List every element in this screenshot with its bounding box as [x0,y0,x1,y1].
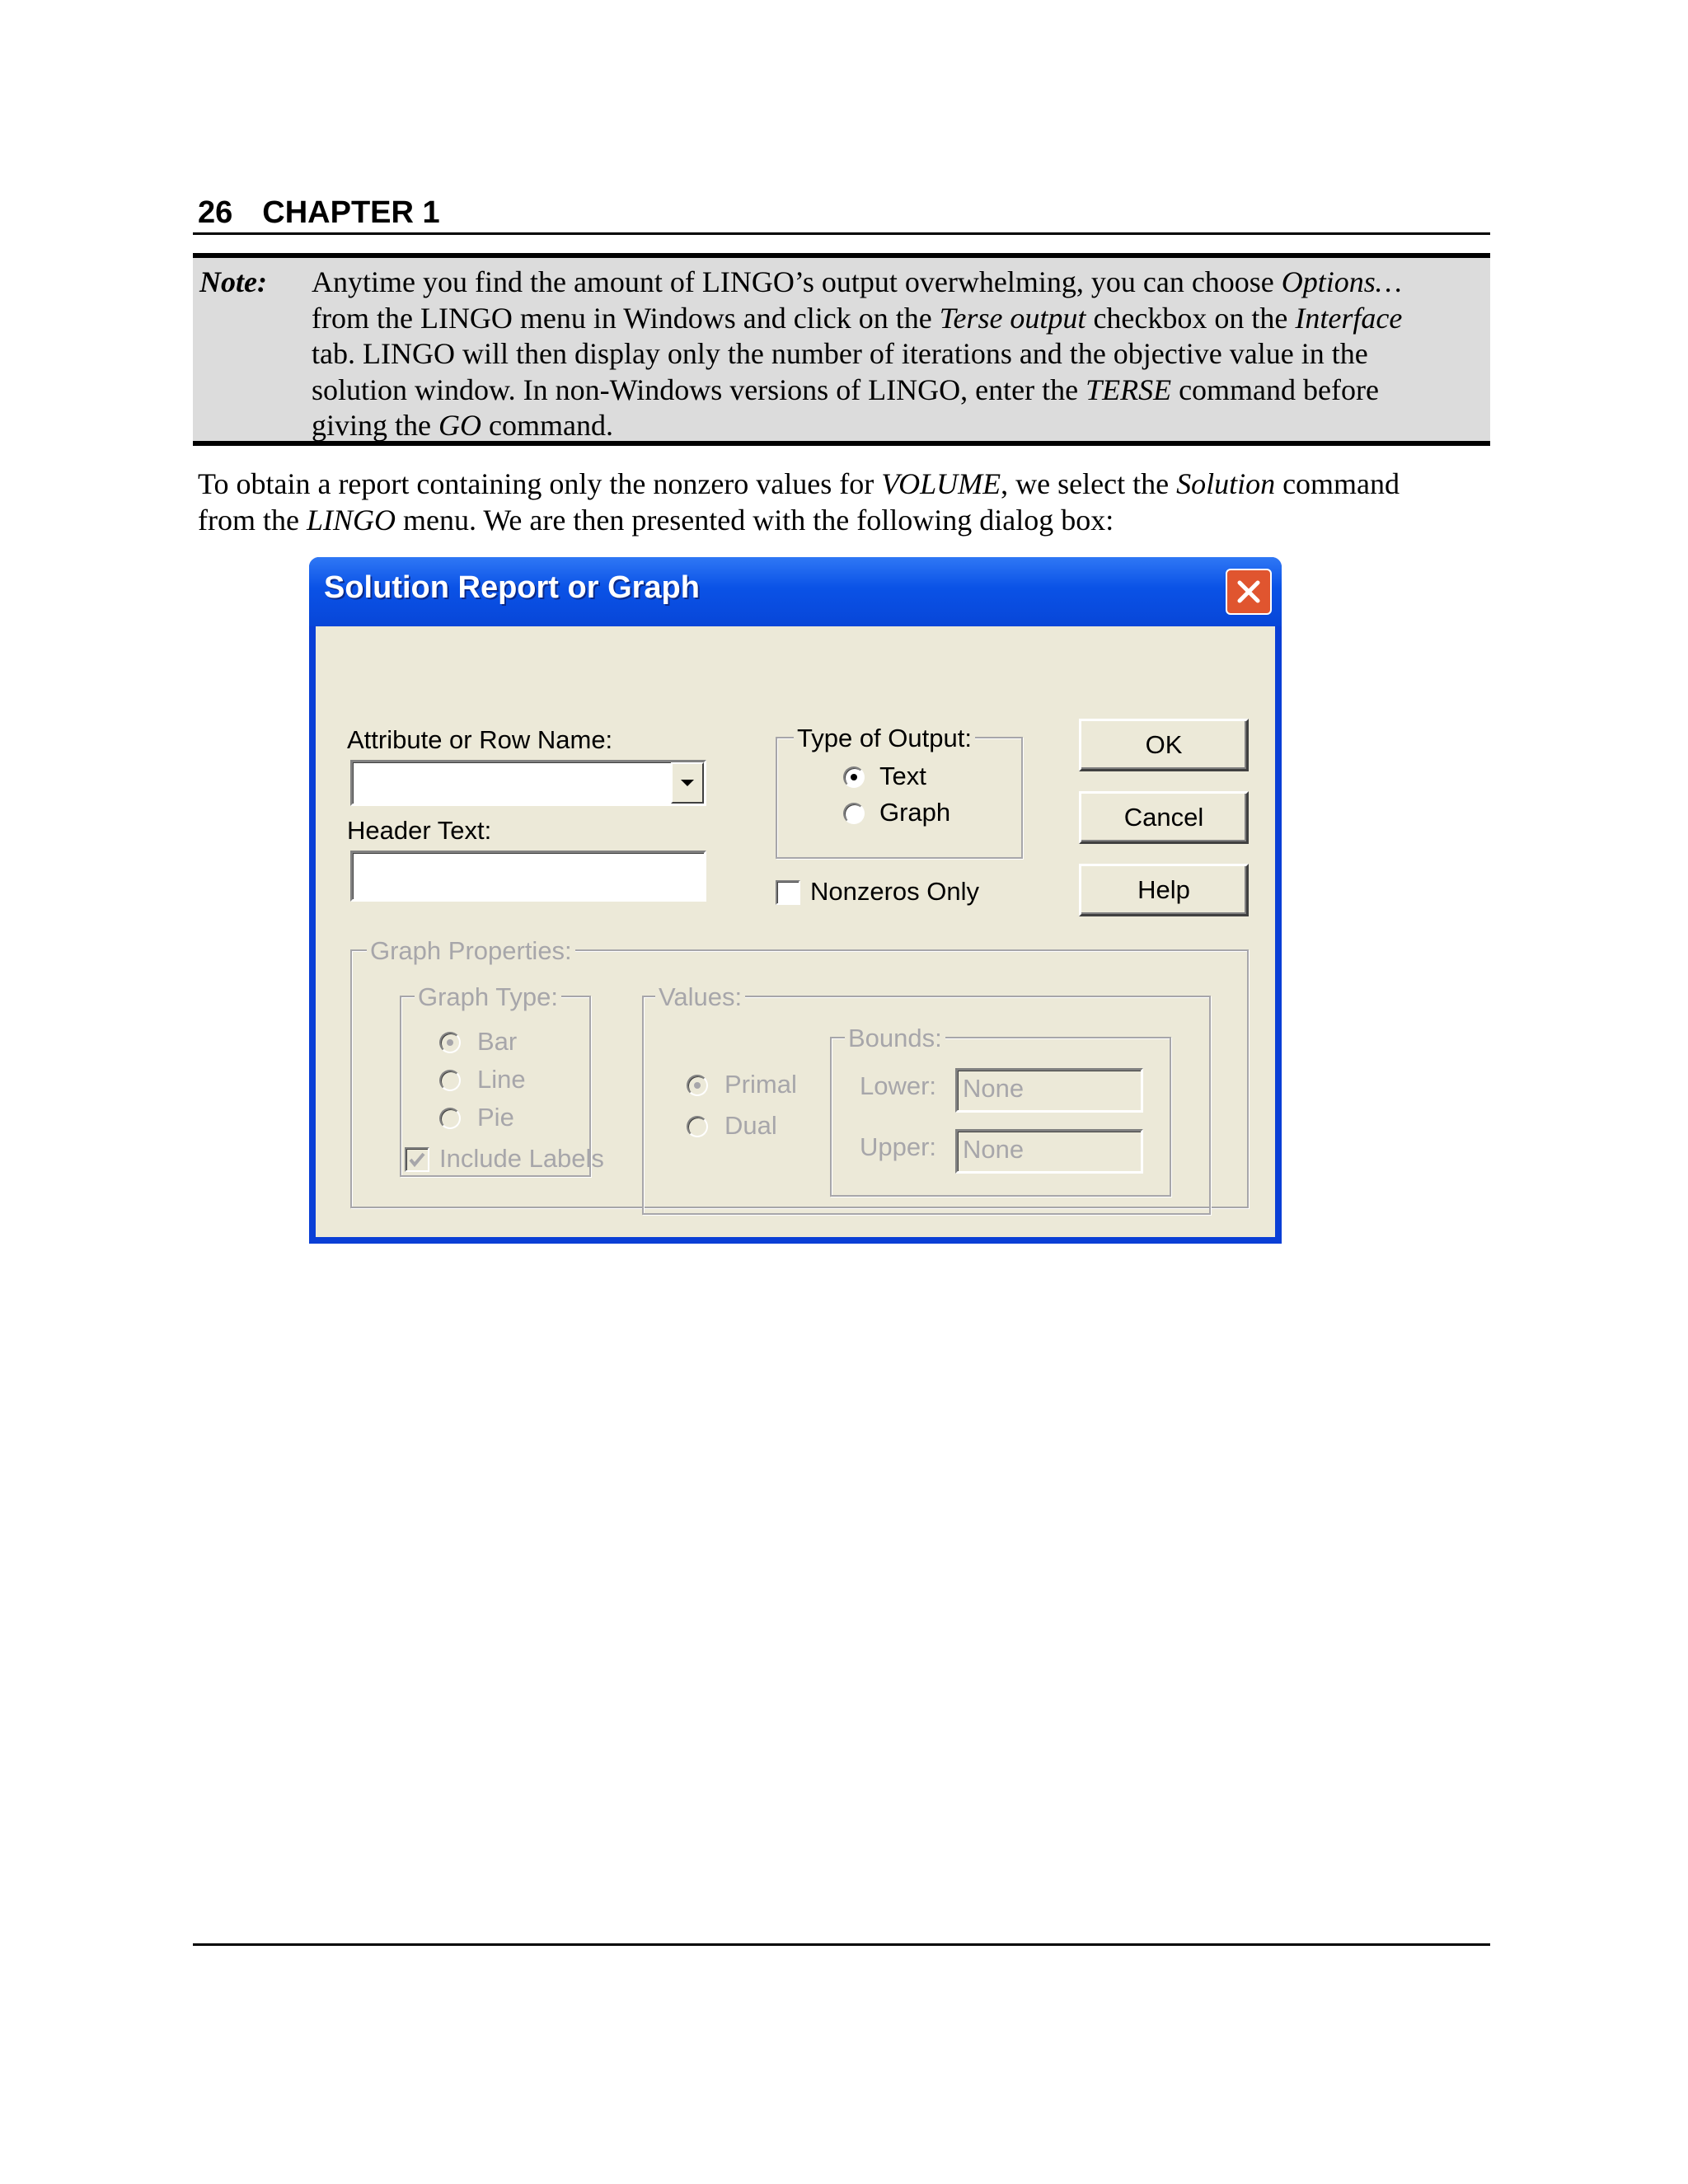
dialog-title: Solution Report or Graph [324,570,700,605]
note-line: tab. LINGO will then display only the number of iterations and the objective value in the [312,337,1368,370]
values-label: Values: [655,982,745,1012]
radio-pie-label: Pie [477,1103,514,1132]
cancel-button[interactable]: Cancel [1079,791,1249,844]
paragraph-line: from the LINGO menu. We are then presented with the following dialog box: [198,503,1114,537]
radio-bar-label: Bar [477,1027,518,1056]
radio-dual-label: Dual [724,1111,777,1140]
chapter-title: CHAPTER 1 [262,195,440,230]
radio-primal[interactable] [687,1075,708,1096]
bounds-label: Bounds: [845,1024,945,1053]
nonzeros-only-label: Nonzeros Only [810,877,980,906]
radio-line[interactable] [439,1070,461,1091]
note-line: from the LINGO menu in Windows and click on the Terse output checkbox on the Interface [312,301,1403,335]
include-labels-label: Include Labels [439,1144,604,1173]
page-header [193,191,1490,235]
graph-properties-label: Graph Properties: [367,936,575,966]
dialog-titlebar[interactable] [309,557,1282,626]
radio-line-label: Line [477,1065,526,1094]
note-label: Note: [199,265,267,298]
radio-graph[interactable] [843,803,865,824]
body-paragraph [198,466,1492,538]
note-text [312,265,1482,444]
include-labels-checkbox[interactable] [405,1147,429,1172]
note-line: solution window. In non-Windows versions of LINGO, enter the TERSE command before [312,373,1379,406]
radio-dual[interactable] [687,1116,708,1137]
footer-rule [193,1943,1490,1946]
upper-bound-input[interactable]: None [955,1129,1143,1174]
graph-type-label: Graph Type: [415,982,561,1012]
upper-label: Upper: [860,1132,937,1161]
note-line: Anytime you find the amount of LINGO’s output overwhelming, you can choose Options… [312,265,1402,298]
header-text-input[interactable] [350,851,706,902]
close-button[interactable] [1226,569,1272,615]
note-line: giving the GO command. [312,409,613,442]
checkmark-icon [406,1149,428,1170]
header-text-label: Header Text: [347,816,492,845]
attribute-label: Attribute or Row Name: [347,725,613,754]
solution-report-dialog [309,557,1282,1244]
radio-graph-label: Graph [879,798,951,827]
chevron-down-icon [679,778,696,788]
radio-bar[interactable] [439,1032,461,1053]
help-button[interactable]: Help [1079,864,1249,916]
type-of-output-label: Type of Output: [794,724,975,753]
radio-text[interactable] [843,766,865,788]
dropdown-button[interactable] [671,762,704,804]
close-icon [1235,578,1263,606]
note-box [193,253,1490,446]
ok-button[interactable]: OK [1079,719,1249,771]
dialog-client-area [316,626,1275,1237]
radio-text-label: Text [879,762,926,790]
page-number: 26 [198,195,233,230]
paragraph-line: To obtain a report containing only the nonzero values for VOLUME, we select the Solution command [198,467,1400,500]
lower-label: Lower: [860,1071,937,1100]
radio-pie[interactable] [439,1108,461,1129]
radio-primal-label: Primal [724,1070,797,1099]
attribute-combobox[interactable] [350,760,706,806]
lower-bound-input[interactable]: None [955,1068,1143,1113]
nonzeros-only-checkbox[interactable] [776,880,800,905]
